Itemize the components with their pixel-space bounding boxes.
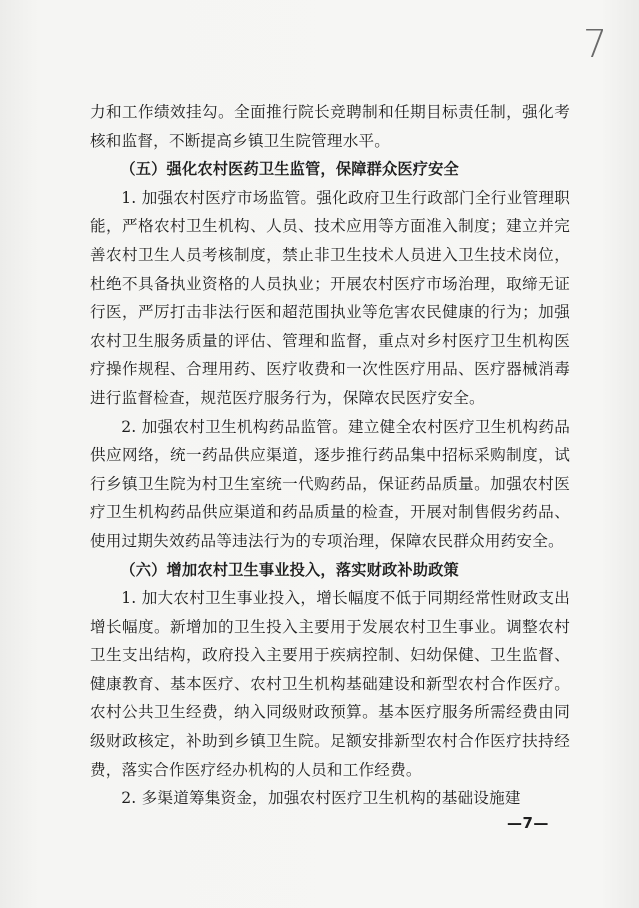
handwritten-page-mark: 7	[583, 22, 608, 66]
paragraph-funding: 2. 多渠道筹集资金，加强农村医疗卫生机构的基础设施建	[121, 789, 521, 808]
document-body	[90, 98, 570, 813]
page-number: —7—	[507, 814, 549, 832]
paragraph-market-supervision: 1. 加强农村医疗市场监管。强化政府卫生行政部门全行业管理职能，严格农村卫生机构、人员、技术应用等方面准入制度；建立并完善农村卫生人员考核制度，禁止非卫生技术人员进入卫生技术岗位，杜绝不具备执业资格的人员执业；开展农村医疗市场治理，取缔无证行医，严厉打击非法行医和超范围执业等危害农民健康的行为；加强农村卫生服务质量的评估、管理和监督，重点对乡村医疗卫生机构医疗操作规程、合理用药、医疗收费和一次性医疗用品、医疗器械消毒进行监督检查，规范医疗服务行为，保障农民医疗安全。	[90, 188, 570, 407]
section-heading-6: （六）增加农村卫生事业投入，落实财政补助政策	[120, 560, 459, 579]
paragraph-drug-supervision: 2. 加强农村卫生机构药品监管。建立健全农村医疗卫生机构药品供应网络，统一药品供应渠道，逐步推行药品集中招标采购制度，试行乡镇卫生院为村卫生室统一代购药品，保证药品质量。加强农村医疗卫生机构药品供应渠道和药品质量的检查，开展对制售假劣药品、使用过期失效药品等违法行为的专项治理，保障农民群众用药安全。	[90, 417, 570, 550]
paragraph-continuation: 力和工作绩效挂勾。全面推行院长竞聘制和任期目标责任制，强化考核和监督，不断提高乡镇卫生院管理水平。	[90, 103, 570, 150]
paragraph-investment: 1. 加大农村卫生事业投入，增长幅度不低于同期经常性财政支出增长幅度。新增加的卫生投入主要用于发展农村卫生事业。调整农村卫生支出结构，政府投入主要用于疾病控制、妇幼保健、卫生监督、健康教育、基本医疗、农村卫生机构基础建设和新型农村合作医疗。农村公共卫生经费，纳入同级财政预算。基本医疗服务所需经费由同级财政核定，补助到乡镇卫生院。足额安排新型农村合作医疗扶持经费，落实合作医疗经办机构的人员和工作经费。	[90, 589, 570, 779]
section-heading-5: （五）强化农村医药卫生监管，保障群众医疗安全	[120, 160, 459, 179]
